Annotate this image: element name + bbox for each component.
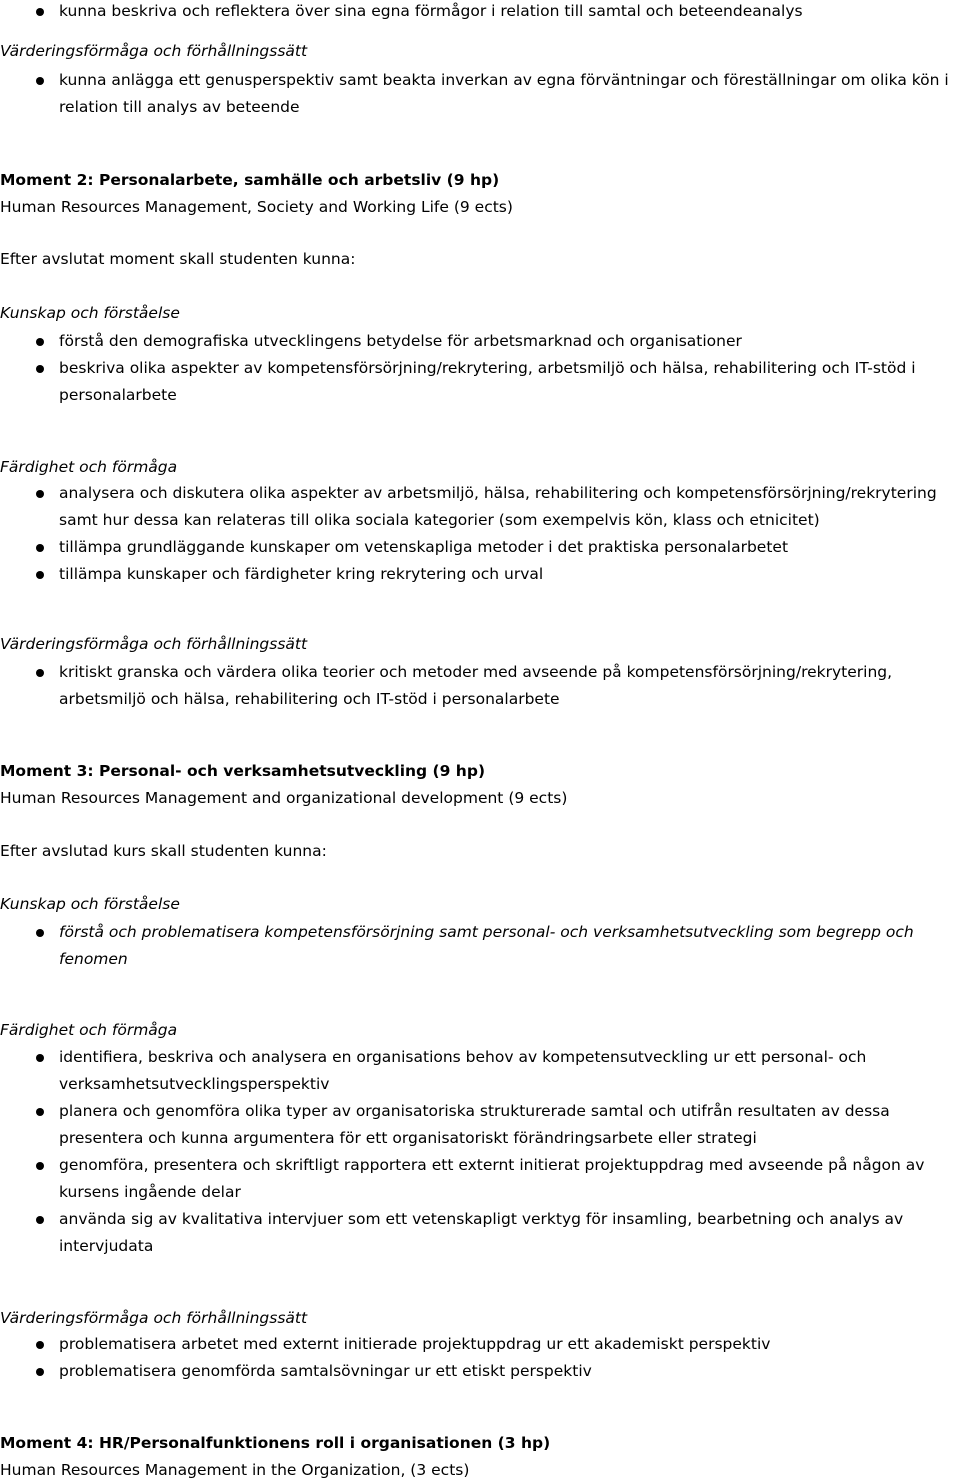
list-item: förstå den demografiska utvecklingens betydelse för arbetsmarknad och organisationer (59, 332, 742, 350)
moment-3-subtitle: Human Resources Management and organizational development (9 ects) (0, 789, 568, 807)
bullet-icon (36, 929, 44, 937)
list-item: förstå och problematisera kompetensförsörjning samt personal- och verksamhetsutveckling som begrepp och (59, 923, 914, 941)
section-heading-skill: Färdighet och förmåga (0, 458, 178, 476)
list-item-continuation: presentera och kunna argumentera för ett organisatoriskt förändringsarbete eller strategi (59, 1129, 757, 1147)
list-item: genomföra, presentera och skriftligt rapportera ett externt initierat projektuppdrag med avseende på någon av (59, 1156, 925, 1174)
list-item: kunna anlägga ett genusperspektiv samt beakta inverkan av egna förväntningar och föreställningar om olika kön i (59, 71, 949, 89)
moment-4-subtitle: Human Resources Management in the Organization, (3 ects) (0, 1461, 470, 1479)
list-item: tillämpa kunskaper och färdigheter kring rekrytering och urval (59, 565, 544, 583)
section-heading-values: Värderingsförmåga och förhållningssätt (0, 635, 308, 653)
moment-4-title: Moment 4: HR/Personalfunktionens roll i organisationen (3 hp) (0, 1434, 551, 1452)
list-item: identifiera, beskriva och analysera en organisations behov av kompetensutveckling ur ett personal- och (59, 1048, 867, 1066)
section-heading-skill: Färdighet och förmåga (0, 1021, 178, 1039)
list-item-continuation: arbetsmiljö och hälsa, rehabilitering och IT-stöd i personalarbete (59, 690, 560, 708)
list-item: tillämpa grundläggande kunskaper om vetenskapliga metoder i det praktiska personalarbetet (59, 538, 789, 556)
bullet-icon (36, 571, 44, 579)
bullet-icon (36, 365, 44, 373)
list-item-continuation: personalarbete (59, 386, 177, 404)
list-item: analysera och diskutera olika aspekter av arbetsmiljö, hälsa, rehabilitering och kompetensförsörjning/rekrytering (59, 484, 937, 502)
bullet-icon (36, 1162, 44, 1170)
list-item: problematisera genomförda samtalsövningar ur ett etiskt perspektiv (59, 1362, 592, 1380)
bullet-icon (36, 1341, 44, 1349)
section-heading-knowledge: Kunskap och förståelse (0, 304, 180, 322)
section-heading-values: Värderingsförmåga och förhållningssätt (0, 1309, 308, 1327)
section-heading-knowledge: Kunskap och förståelse (0, 895, 180, 913)
bullet-icon (36, 669, 44, 677)
bullet-icon (36, 338, 44, 346)
moment-3-title: Moment 3: Personal- och verksamhetsutveckling (9 hp) (0, 762, 486, 780)
list-item-continuation: verksamhetsutvecklingsperspektiv (59, 1075, 330, 1093)
moment-3-intro: Efter avslutad kurs skall studenten kunna: (0, 842, 327, 860)
bullet-icon (36, 1368, 44, 1376)
moment-2-subtitle: Human Resources Management, Society and Working Life (9 ects) (0, 198, 513, 216)
bullet-icon (36, 77, 44, 85)
list-item-continuation: intervjudata (59, 1237, 154, 1255)
list-item-continuation: samt hur dessa kan relateras till olika sociala kategorier (som exempelvis kön, klass och etnicitet) (59, 511, 820, 529)
list-item-continuation: kursens ingående delar (59, 1183, 241, 1201)
bullet-icon (36, 1054, 44, 1062)
bullet-icon (36, 1216, 44, 1224)
bullet-icon (36, 1108, 44, 1116)
bullet-icon (36, 8, 44, 16)
list-item: planera och genomföra olika typer av organisatoriska strukturerade samtal och utifrån resultaten av dessa (59, 1102, 890, 1120)
bullet-icon (36, 544, 44, 552)
section-heading-values: Värderingsförmåga och förhållningssätt (0, 42, 308, 60)
moment-2-intro: Efter avslutat moment skall studenten kunna: (0, 250, 356, 268)
list-item: problematisera arbetet med externt initierade projektuppdrag ur ett akademiskt perspektiv (59, 1335, 771, 1353)
list-item-continuation: fenomen (59, 950, 128, 968)
list-item: beskriva olika aspekter av kompetensförsörjning/rekrytering, arbetsmiljö och hälsa, rehabilitering och IT-stöd i (59, 359, 916, 377)
list-item: kunna beskriva och reflektera över sina egna förmågor i relation till samtal och beteendeanalys (59, 2, 803, 20)
list-item-continuation: relation till analys av beteende (59, 98, 300, 116)
bullet-icon (36, 490, 44, 498)
list-item: kritiskt granska och värdera olika teorier och metoder med avseende på kompetensförsörjning/rekrytering, (59, 663, 893, 681)
moment-2-title: Moment 2: Personalarbete, samhälle och arbetsliv (9 hp) (0, 171, 500, 189)
list-item: använda sig av kvalitativa intervjuer som ett vetenskapligt verktyg för insamling, bearbetning och analys av (59, 1210, 904, 1228)
